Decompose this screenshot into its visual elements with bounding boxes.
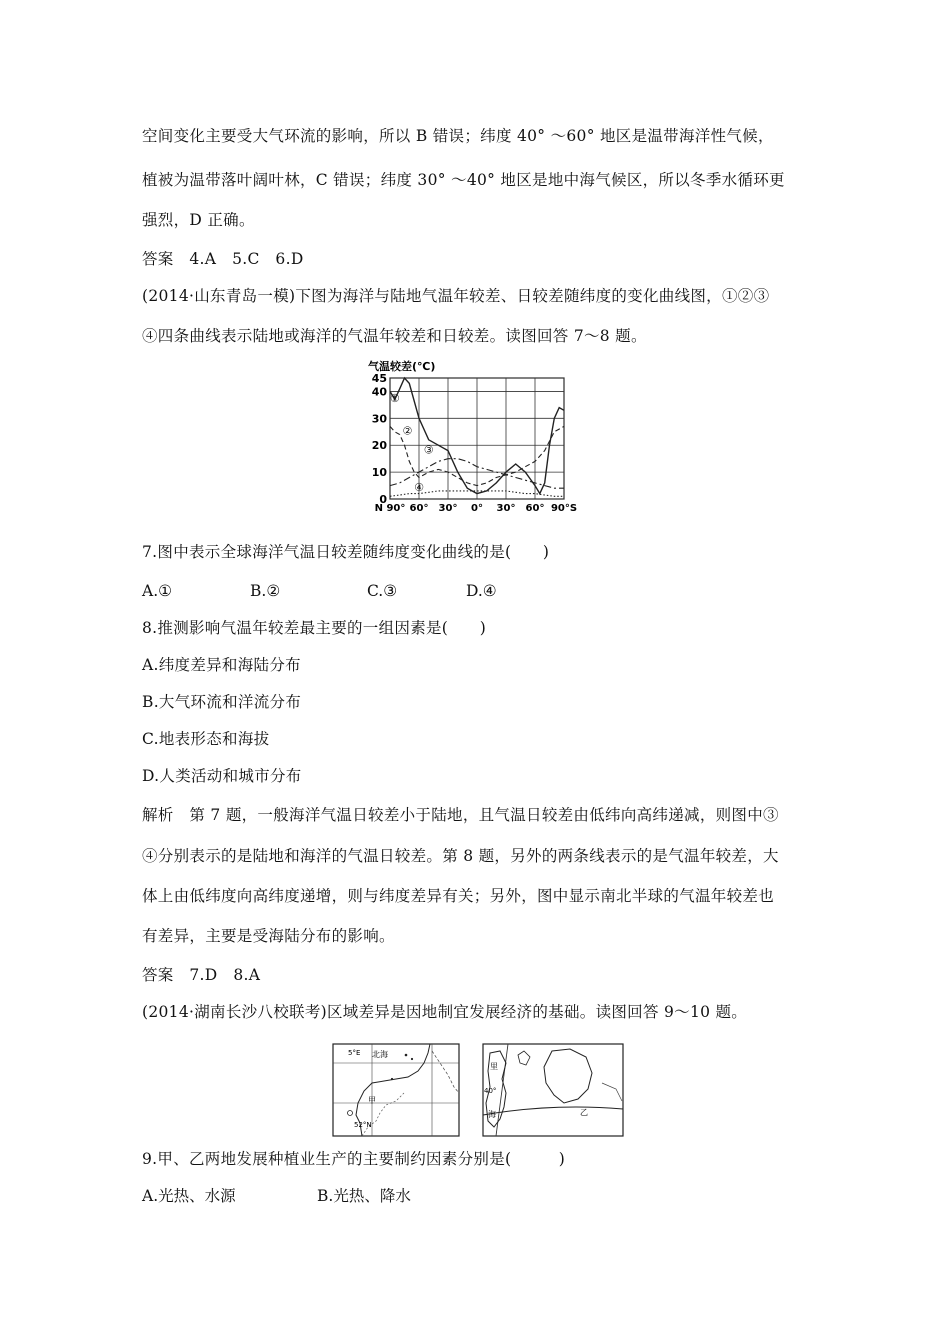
q7-option-d: D.④ [466,582,497,600]
explanation-line4: 有差异，主要是受海陆分布的影响。 [142,927,395,945]
series-label-1: ① [389,392,400,406]
q7-option-a: A.① [142,582,173,600]
x-tick-label: 60° [525,503,545,514]
x-tick-label: 0° [471,503,483,514]
answer-4-6: 答案 4.A 5.C 6.D [142,250,304,268]
left-map-label-north-sea: 北海 [372,1050,388,1059]
intro-7-8-line2: ④四条曲线表示陆地或海洋的气温年较差和日较差。读图回答 7～8 题。 [142,327,647,345]
q9-option-b: B.光热、降水 [317,1187,411,1205]
text-p2: 植被为温带落叶阔叶林，C 错误；纬度 30° ～40° 地区是地中海气候区，所以冬季水循环更 [142,171,785,189]
left-map-label-5e: 5°E [348,1049,361,1057]
x-tick-label: 30° [496,503,516,514]
question-9: 9.甲、乙两地发展种植业生产的主要制约因素分别是( ) [142,1150,566,1168]
left-map-label-jia: 甲 [368,1096,376,1105]
right-map-label-yi: 乙 [580,1108,588,1117]
series-label-2: ② [402,424,413,438]
q8-option-a: A.纬度差异和海陆分布 [142,656,301,674]
q7-option-b: B.② [250,582,281,600]
x-tick-label: N 90° [374,503,406,514]
right-map-label-li: 里 [490,1062,498,1071]
explanation-line2: ④分别表示的是陆地和海洋的气温日较差。第 8 题，另外的两条线表示的是气温年较差，大 [142,847,779,865]
explanation-line1: 解析 第 7 题，一般海洋气温日较差小于陆地，且气温日较差由低纬向高纬递减，则图中③ [142,806,779,824]
right-map-label-hai: 海 [488,1110,496,1119]
q9-option-a: A.光热、水源 [142,1187,236,1205]
series-label-4: ④ [414,480,424,494]
chart-title: 气温较差(℃) [368,360,436,373]
region-maps [332,1043,624,1139]
x-tick-label: 30° [438,503,458,514]
q8-option-b: B.大气环流和洋流分布 [142,693,302,711]
temperature-range-chart [360,356,590,516]
y-tick-label: 10 [371,466,387,480]
y-tick-label: 0 [379,493,387,506]
explanation-line3: 体上由低纬度向高纬度递增，则与纬度差异有关；另外，图中显示南北半球的气温年较差也 [142,887,775,905]
y-tick-label: 40 [371,385,387,399]
left-map-label-52n: 52°N [354,1121,372,1129]
intro-7-8-line1: (2014·山东青岛一模)下图为海洋与陆地气温年较差、日较差随纬度的变化曲线图，①②③ [142,287,770,305]
q8-option-d: D.人类活动和城市分布 [142,767,302,785]
y-tick-label: 20 [371,439,387,453]
q7-option-c: C.③ [367,582,398,600]
x-tick-label: 60° [409,503,429,514]
y-tick-label: 30 [371,412,387,426]
series-label-3: ③ [423,443,434,457]
question-7: 7.图中表示全球海洋气温日较差随纬度变化曲线的是( ) [142,543,550,561]
text-p3: 强烈，D 正确。 [142,211,255,229]
q8-option-c: C.地表形态和海拔 [142,730,270,748]
left-map [333,1044,459,1136]
right-map [483,1044,623,1136]
y-tick-label: 45 [371,372,387,385]
intro-9-10: (2014·湖南长沙八校联考)区域差异是因地制宜发展经济的基础。读图回答 9～10 题。 [142,1003,748,1021]
question-8: 8.推测影响气温年较差最主要的一组因素是( ) [142,619,487,637]
right-map-label-40: 40° [484,1087,497,1095]
text-p1: 空间变化主要受大气环流的影响，所以 B 错误；纬度 40° ～60° 地区是温带海洋性气候， [142,127,774,145]
answer-7-8: 答案 7.D 8.A [142,966,261,984]
x-tick-label: 90°S [550,503,578,514]
